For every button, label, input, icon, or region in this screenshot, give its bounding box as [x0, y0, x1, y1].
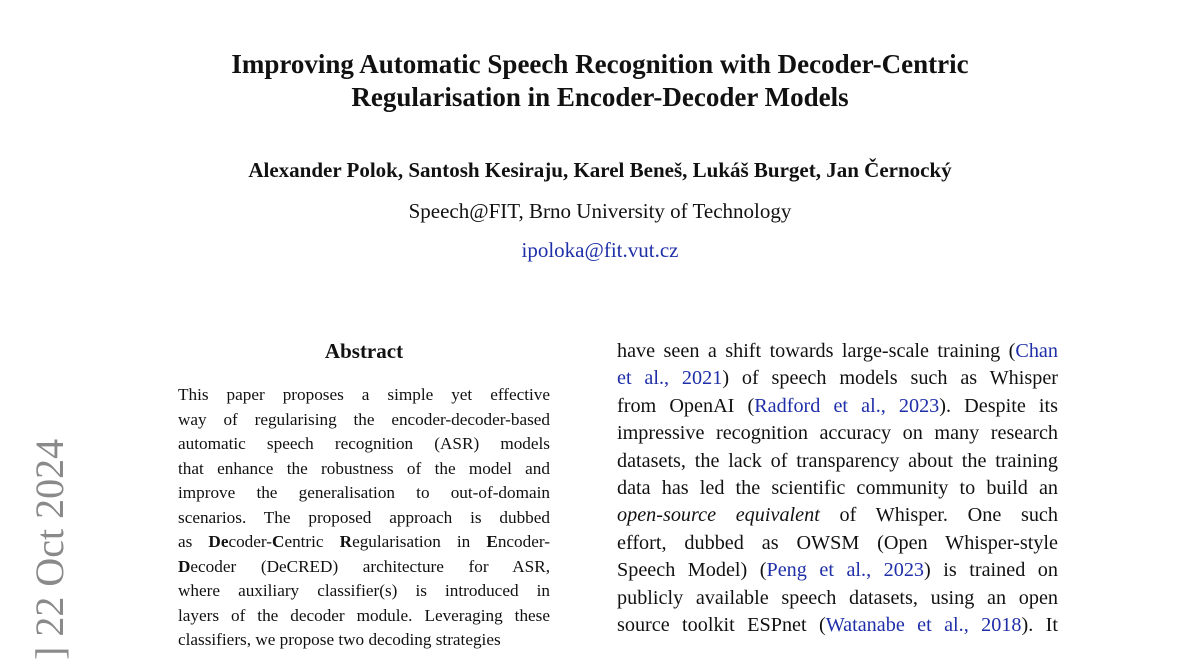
intro-line: datasets, the lack of transparency about the training [617, 449, 1058, 472]
abstract-line: layers of the decoder module. Leveraging these [178, 605, 550, 625]
intro-line: effort, dubbed as OWSM (Open Whisper-style [617, 531, 1058, 554]
citation-link[interactable]: et al., 2021 [617, 367, 723, 390]
abstract-line: scenarios. The proposed approach is dubbed [178, 507, 550, 527]
intro-line: publicly available speech datasets, using an open [617, 586, 1058, 609]
citation-link[interactable]: Peng et al., 2023 [766, 559, 925, 582]
citation-link[interactable]: Radford et al., 2023 [754, 394, 940, 417]
abstract-line: improve the generalisation to out-of-domain [178, 483, 550, 502]
abstract-line: as Decoder-Centric Regularisation in Encoder- [178, 532, 550, 551]
introduction-text [617, 338, 1058, 639]
abstract-body [178, 383, 550, 653]
paper-title [150, 48, 1050, 114]
citation-link[interactable]: Chan [1015, 340, 1058, 362]
abstract-line: Decoder (DeCRED) architecture for ASR, [178, 556, 550, 576]
abstract-line: where auxiliary classifier(s) is introduced in [178, 581, 550, 600]
abstract-line: This paper proposes a simple yet effective [178, 385, 550, 404]
title-line-2: Regularisation in Encoder-Decoder Models [351, 82, 849, 112]
author-list: Alexander Polok, Santosh Kesiraju, Karel Beneš, Lukáš Burget, Jan Černocký [248, 158, 952, 182]
abstract-line: way of regularising the encoder-decoder-based [178, 409, 550, 429]
intro-line: Speech Model) (Peng et al., 2023) is trained on [617, 559, 1058, 582]
abstract-line: classifiers, we propose two decoding strategies [178, 630, 501, 649]
abstract-heading: Abstract [324, 339, 404, 363]
intro-line: impressive recognition accuracy on many research [617, 422, 1058, 445]
title-line-1: Improving Automatic Speech Recognition with Decoder-Centric [231, 49, 969, 79]
arxiv-date-stamp: ] 22 Oct 2024 [27, 438, 72, 660]
intro-line: have seen a shift towards large-scale training (Chan [617, 340, 1058, 362]
abstract-line: that enhance the robustness of the model and [178, 458, 550, 478]
affiliation: Speech@FIT, Brno University of Technology [408, 199, 792, 223]
citation-link[interactable]: Watanabe et al., 2018 [825, 614, 1022, 637]
contact-email-link[interactable]: ipoloka@fit.vut.cz [521, 238, 679, 262]
intro-line: source toolkit ESPnet (Watanabe et al., 2018). It [617, 614, 1058, 637]
intro-line: open-source equivalent of Whisper. One such [617, 504, 1058, 527]
intro-line: data has led the scientific community to build an [617, 477, 1058, 500]
intro-line: from OpenAI (Radford et al., 2023). Despite its [617, 394, 1058, 417]
abstract-line: automatic speech recognition (ASR) models [178, 434, 550, 453]
intro-line: et al., 2021) of speech models such as Whisper [617, 367, 1059, 390]
